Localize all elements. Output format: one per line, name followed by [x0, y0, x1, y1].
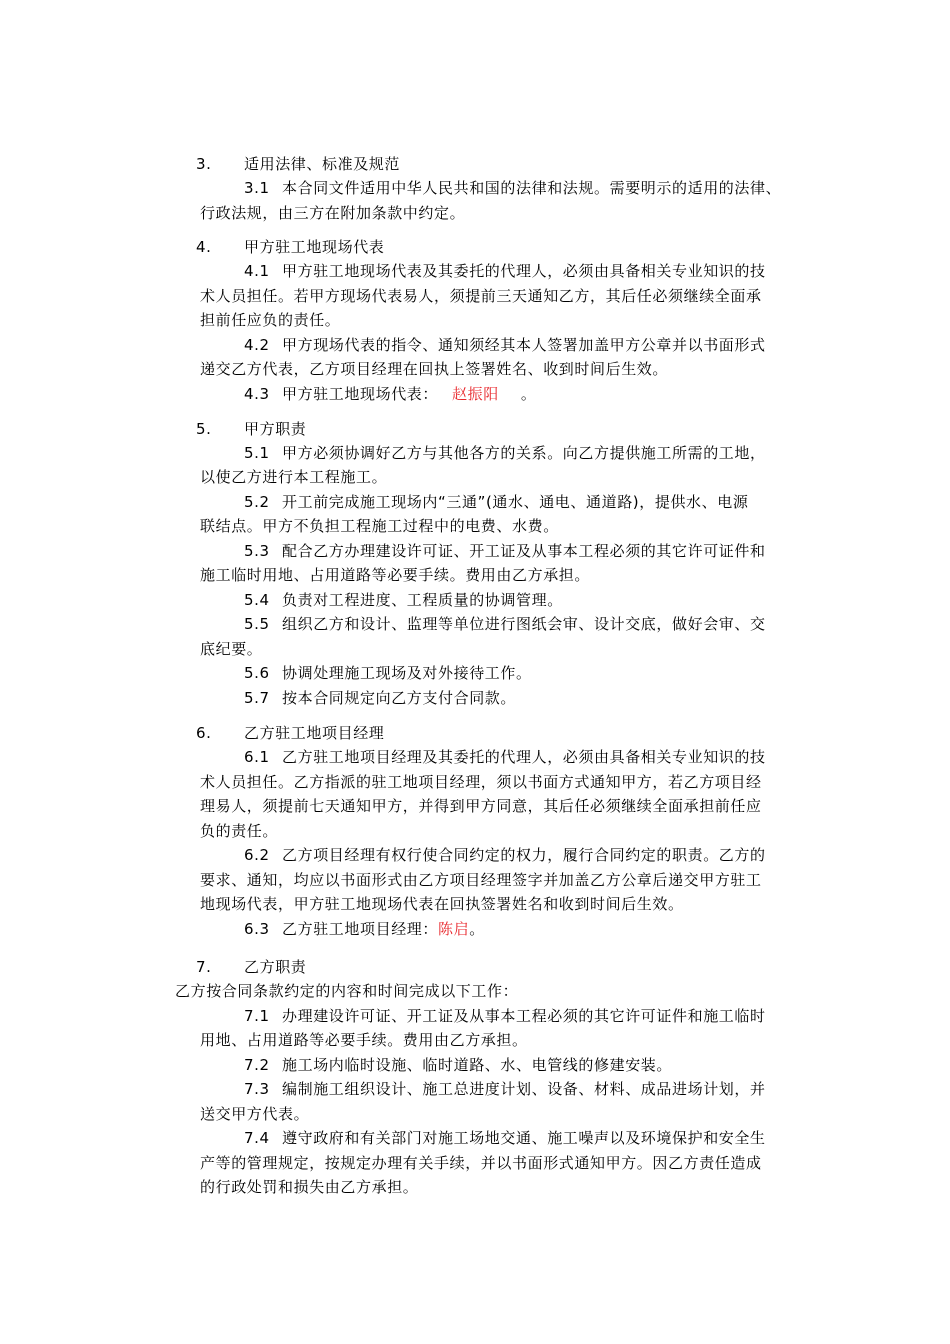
- clause-number: 4.3: [244, 385, 270, 403]
- clause-number: 5.3: [244, 542, 270, 560]
- section-title: 适用法律、标准及规范: [244, 155, 401, 173]
- clause-3-1-line-2: 行政法规，由三方在附加条款中约定。: [200, 204, 466, 222]
- clause-text: 协调处理施工现场及对外接待工作。: [282, 664, 532, 682]
- clause-5-3-line-2: 施工临时用地、占用道路等必要手续。费用由乙方承担。: [200, 566, 591, 584]
- clause-4-1-line-3: 担前任应负的责任。: [200, 311, 341, 329]
- clause-6-1-line-2: 术人员担任。乙方指派的驻工地项目经理，须以书面方式通知甲方，若乙方项目经: [200, 773, 762, 791]
- section-number: 6.: [196, 724, 212, 742]
- clause-5-7: [244, 688, 516, 708]
- clause-5-1-line-2: 以使乙方进行本工程施工。: [200, 468, 388, 486]
- clause-6-2-line-1: [244, 845, 766, 865]
- clause-number: 5.5: [244, 615, 270, 633]
- clause-end: 。: [469, 920, 485, 938]
- clause-5-2-line-1: [244, 492, 748, 512]
- clause-5-1-line-1: [244, 443, 766, 463]
- section-4-heading: [196, 237, 384, 257]
- clause-number: 5.2: [244, 493, 270, 511]
- section-title: 甲方驻工地现场代表: [244, 238, 385, 256]
- clause-text: 甲方现场代表的指令、通知须经其本人签署加盖甲方公章并以书面形式: [282, 336, 766, 354]
- section-number: 3.: [196, 155, 212, 173]
- section-number: 7.: [196, 958, 212, 976]
- clause-text: 甲方驻工地现场代表：: [282, 385, 439, 403]
- clause-7-3-line-1: [244, 1079, 766, 1099]
- clause-text: 遵守政府和有关部门对施工场地交通、施工噪声以及环境保护和安全生: [282, 1129, 766, 1147]
- clause-number: 7.4: [244, 1129, 270, 1147]
- clause-number: 4.1: [244, 262, 270, 280]
- clause-5-6: [244, 663, 532, 683]
- clause-end: 。: [520, 385, 537, 403]
- clause-text: 开工前完成施工现场内“三通”(通水、通电、通道路)，提供水、电源: [282, 493, 749, 511]
- clause-6-2-line-2: 要求、通知，均应以书面形式由乙方项目经理签字并加盖乙方公章后递交甲方驻工: [200, 871, 762, 889]
- clause-6-3: [244, 919, 485, 939]
- clause-number: 4.2: [244, 336, 270, 354]
- clause-text: 乙方项目经理有权行使合同约定的权力，履行合同约定的职责。乙方的: [282, 846, 766, 864]
- clause-text: 乙方驻工地项目经理：: [282, 920, 439, 938]
- clause-7-4-line-1: [244, 1128, 766, 1148]
- clause-4-1-line-1: [244, 261, 766, 281]
- clause-text: 乙方驻工地项目经理及其委托的代理人，必须由具备相关专业知识的技: [282, 748, 766, 766]
- clause-4-2-line-2: 递交乙方代表，乙方项目经理在回执上签署姓名、收到时间后生效。: [200, 360, 669, 378]
- site-representative-name: 赵振阳: [452, 385, 499, 403]
- clause-number: 5.1: [244, 444, 270, 462]
- clause-number: 5.6: [244, 664, 270, 682]
- clause-5-5-line-2: 底纪要。: [200, 640, 263, 658]
- clause-text: 编制施工组织设计、施工总进度计划、设备、材料、成品进场计划，并: [282, 1080, 766, 1098]
- clause-6-1-line-4: 负的责任。: [200, 822, 279, 840]
- clause-number: 6.2: [244, 846, 270, 864]
- clause-number: 5.7: [244, 689, 270, 707]
- clause-text: 办理建设许可证、开工证及从事本工程必须的其它许可证件和施工临时: [282, 1007, 766, 1025]
- clause-text: 配合乙方办理建设许可证、开工证及从事本工程必须的其它许可证件和: [282, 542, 766, 560]
- clause-7-2: [244, 1055, 672, 1075]
- section-number: 4.: [196, 238, 212, 256]
- clause-7-1-line-2: 用地、占用道路等必要手续。费用由乙方承担。: [200, 1031, 528, 1049]
- section-3-heading: [196, 154, 400, 174]
- section-7-heading: [196, 957, 306, 977]
- clause-4-3: [244, 384, 536, 404]
- clause-text: 甲方必须协调好乙方与其他各方的关系。向乙方提供施工所需的工地，: [282, 444, 766, 462]
- clause-number: 7.1: [244, 1007, 270, 1025]
- clause-number: 3.1: [244, 179, 270, 197]
- clause-number: 5.4: [244, 591, 270, 609]
- clause-6-1-line-1: [244, 747, 766, 767]
- clause-7-4-line-2: 产等的管理规定，按规定办理有关手续，并以书面形式通知甲方。因乙方责任造成: [200, 1154, 762, 1172]
- section-5-heading: [196, 419, 306, 439]
- clause-text: 组织乙方和设计、监理等单位进行图纸会审、设计交底，做好会审、交: [282, 615, 766, 633]
- clause-4-2-line-1: [244, 335, 766, 355]
- clause-text: 甲方驻工地现场代表及其委托的代理人，必须由具备相关专业知识的技: [282, 262, 766, 280]
- clause-text: 施工场内临时设施、临时道路、水、电管线的修建安装。: [282, 1056, 673, 1074]
- section-title: 甲方职责: [244, 420, 307, 438]
- clause-number: 6.3: [244, 920, 270, 938]
- clause-text: 负责对工程进度、工程质量的协调管理。: [282, 591, 563, 609]
- clause-5-2-line-2: 联结点。甲方不负担工程施工过程中的电费、水费。: [200, 517, 559, 535]
- clause-4-1-line-2: 术人员担任。若甲方现场代表易人，须提前三天通知乙方，其后任必须继续全面承: [200, 287, 762, 305]
- clause-6-2-line-3: 地现场代表，甲方驻工地现场代表在回执签署姓名和收到时间后生效。: [200, 895, 684, 913]
- clause-5-5-line-1: [244, 614, 766, 634]
- clause-3-1-line-1: [244, 178, 781, 198]
- clause-7-1-line-1: [244, 1006, 766, 1026]
- clause-5-4: [244, 590, 563, 610]
- clause-number: 7.3: [244, 1080, 270, 1098]
- section-6-heading: [196, 723, 384, 743]
- clause-number: 7.2: [244, 1056, 270, 1074]
- clause-text: 按本合同规定向乙方支付合同款。: [282, 689, 517, 707]
- clause-5-3-line-1: [244, 541, 766, 561]
- clause-6-1-line-3: 理易人，须提前七天通知甲方，并得到甲方同意，其后任必须继续全面承担前任应: [200, 797, 762, 815]
- section-title: 乙方驻工地项目经理: [244, 724, 385, 742]
- clause-7-4-line-3: 的行政处罚和损失由乙方承担。: [200, 1178, 419, 1196]
- clause-7-3-line-2: 送交甲方代表。: [200, 1105, 310, 1123]
- section-7-intro: 乙方按合同条款约定的内容和时间完成以下工作：: [175, 982, 519, 1000]
- clause-number: 6.1: [244, 748, 270, 766]
- section-title: 乙方职责: [244, 958, 307, 976]
- clause-text: 本合同文件适用中华人民共和国的法律和法规。需要明示的适用的法律、: [282, 179, 782, 197]
- section-number: 5.: [196, 420, 212, 438]
- project-manager-name: 陈启: [438, 920, 470, 938]
